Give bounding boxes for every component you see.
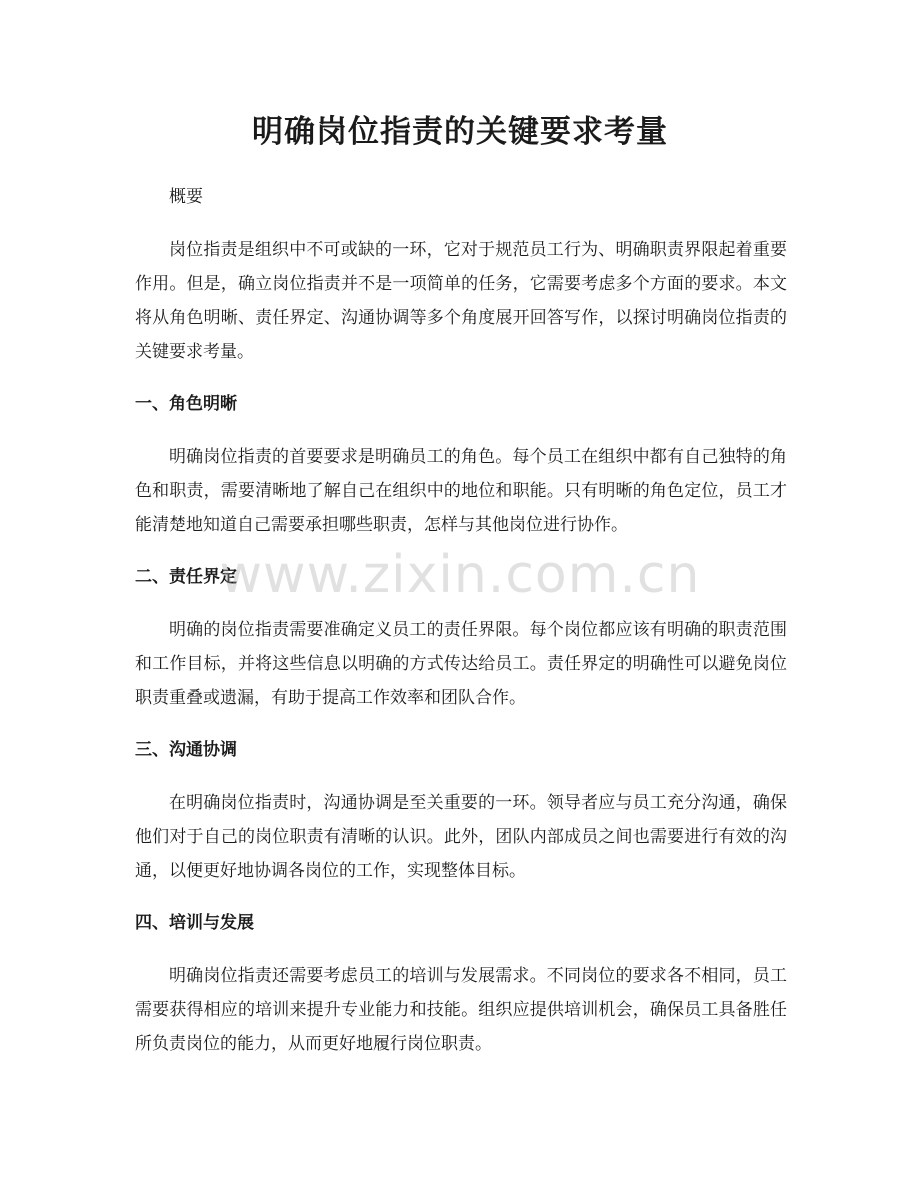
watermark-text: www.zixin.com.cn bbox=[219, 545, 701, 605]
section-heading-role: 一、角色明晰 bbox=[135, 394, 237, 414]
section-body-responsibility: 明确的岗位指责需要准确定义员工的责任界限。每个岗位都应该有明确的职责范围和工作目标，并将这些信息以明确的方式传达给员工。责任界定的明确性可以避免岗位职责重叠或遗漏，有助于提高工作效率和团队合作。 bbox=[135, 620, 787, 708]
section-heading-communication: 三、沟通协调 bbox=[135, 740, 237, 760]
section-body-training: 明确岗位指责还需要考虑员工的培训与发展需求。不同岗位的要求各不相同，员工需要获得相应的培训来提升专业能力和技能。组织应提供培训机会，确保员工具备胜任所负责岗位的能力，从而更好地履行岗位职责。 bbox=[135, 966, 787, 1054]
section-heading-responsibility: 二、责任界定 bbox=[135, 567, 237, 587]
summary-label: 概要 bbox=[169, 187, 203, 207]
intro-paragraph: 岗位指责是组织中不可或缺的一环，它对于规范员工行为、明确职责界限起着重要作用。但是，确立岗位指责并不是一项简单的任务，它需要考虑多个方面的要求。本文将从角色明晰、责任界定、沟通协调等多个角度展开回答写作，以探讨明确岗位指责的关键要求考量。 bbox=[135, 240, 787, 362]
section-body-role: 明确岗位指责的首要要求是明确员工的角色。每个员工在组织中都有自己独特的角色和职责，需要清晰地了解自己在组织中的地位和职能。只有明晰的角色定位，员工才能清楚地知道自己需要承担哪些职责，怎样与其他岗位进行协作。 bbox=[135, 447, 787, 535]
section-heading-training: 四、培训与发展 bbox=[135, 913, 254, 933]
document-body bbox=[135, 180, 787, 1061]
section-body-communication: 在明确岗位指责时，沟通协调是至关重要的一环。领导者应与员工充分沟通，确保他们对于自己的岗位职责有清晰的认识。此外，团队内部成员之间也需要进行有效的沟通，以便更好地协调各岗位的工作，实现整体目标。 bbox=[135, 793, 787, 881]
document-title: 明确岗位指责的关键要求考量 bbox=[252, 114, 668, 150]
